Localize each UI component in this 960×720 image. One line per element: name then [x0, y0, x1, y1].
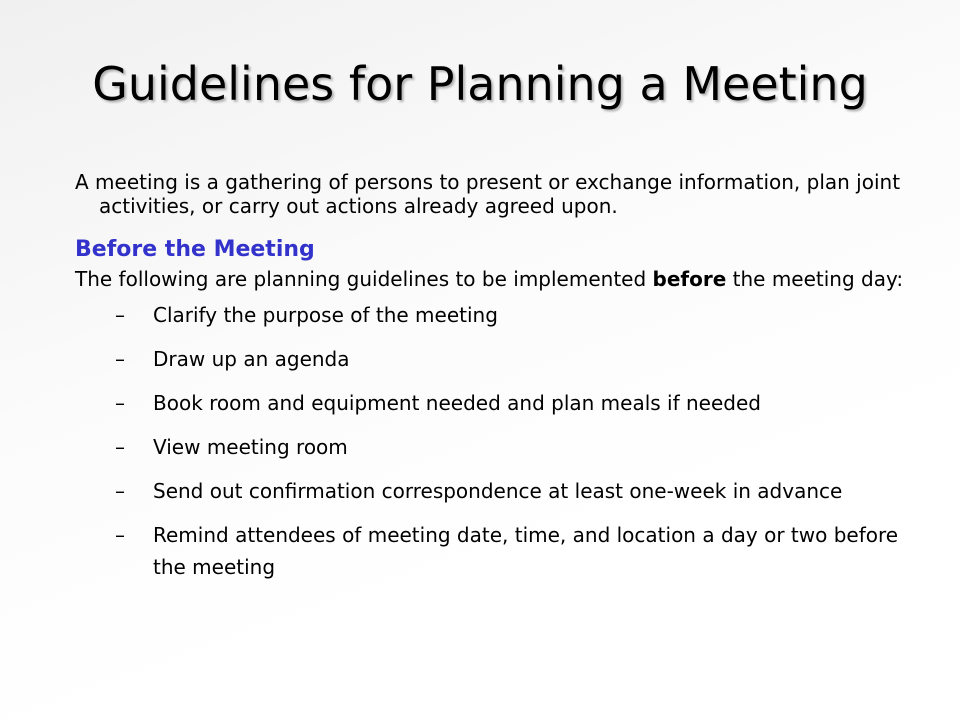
dash-marker: –	[115, 346, 125, 371]
list-item-text: Remind attendees of meeting date, time, and location a day or two before the meeting	[153, 522, 899, 579]
list-item-text: Clarify the purpose of the meeting	[153, 302, 498, 327]
section-heading: Before the Meeting	[75, 237, 315, 262]
dash-marker: –	[115, 478, 125, 503]
dash-marker: –	[115, 302, 125, 327]
list-item-text: View meeting room	[153, 434, 348, 459]
lead-emphasis: before	[652, 266, 727, 291]
lead-paragraph	[75, 267, 915, 291]
list-item-text: Send out confirmation correspondence at least one-week in advance	[153, 478, 843, 503]
list-item	[115, 519, 915, 583]
dash-marker: –	[115, 522, 125, 547]
slide-content	[75, 170, 915, 595]
slide-title: Guidelines for Planning a Meeting	[92, 57, 868, 111]
list-item-text: Draw up an agenda	[153, 346, 350, 371]
dash-marker: –	[115, 434, 125, 459]
list-item-text: Book room and equipment needed and plan meals if needed	[153, 390, 761, 415]
intro-paragraph: A meeting is a gathering of persons to present or exchange information, plan joint activities, or carry out actions already agreed upon.	[75, 170, 901, 218]
list-item	[115, 387, 915, 419]
list-item	[115, 343, 915, 375]
guideline-list	[75, 299, 915, 583]
list-item	[115, 475, 915, 507]
dash-marker: –	[115, 390, 125, 415]
list-item	[115, 431, 915, 463]
lead-text-start: The following are planning guidelines to be implemented	[75, 266, 653, 291]
list-item	[115, 299, 915, 331]
lead-text-end: the meeting day:	[726, 266, 904, 291]
